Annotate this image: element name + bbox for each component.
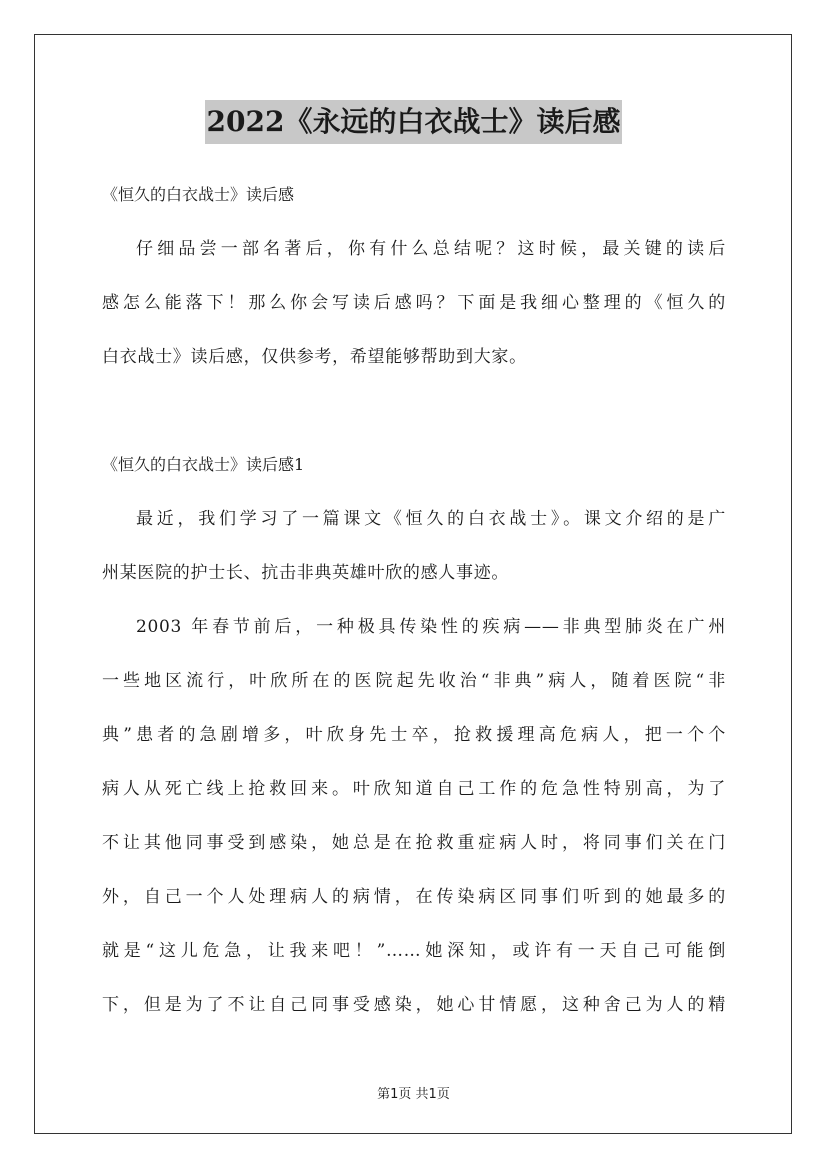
- intro-line: 感怎么能落下！那么你会写读后感吗？下面是我细心整理的《恒久的: [102, 293, 726, 313]
- p2-line: 外，自己一个人处理病人的病情，在传染病区同事们听到的她最多的: [102, 887, 726, 907]
- p2-line: 不让其他同事受到感染，她总是在抢救重症病人时，将同事们关在门: [102, 833, 726, 853]
- title-wrap: [0, 100, 827, 144]
- p2-line: 病人从死亡线上抢救回来。叶欣知道自己工作的危急性特别高，为了: [102, 779, 726, 799]
- paragraph-gap: [102, 384, 726, 438]
- p2-line: 一些地区流行，叶欣所在的医院起先收治“非典”病人，随着医院“非: [102, 671, 726, 691]
- subhead-intro: 《恒久的白衣战士》读后感: [102, 185, 295, 204]
- p1-line: 州某医院的护士长、抗击非典英雄叶欣的感人事迹。: [102, 563, 510, 583]
- paragraph-1: [102, 492, 726, 600]
- document-body: [102, 168, 726, 1032]
- intro-paragraph: [102, 222, 726, 384]
- paragraph-2: [102, 600, 726, 1032]
- p1-line: 最近，我们学习了一篇课文《恒久的白衣战士》。课文介绍的是广: [136, 509, 726, 529]
- intro-line: 仔细品尝一部名著后，你有什么总结呢？这时候，最关键的读后: [136, 239, 726, 259]
- page-footer: 第1页 共1页: [377, 1087, 450, 1102]
- p2-line: 典”患者的急剧增多，叶欣身先士卒，抢救援理高危病人，把一个个: [102, 725, 726, 745]
- p2-line: 下，但是为了不让自己同事受感染，她心甘情愿，这种舍己为人的精: [102, 995, 726, 1015]
- p2-line: 2003 年春节前后，一种极具传染性的疾病——非典型肺炎在广州: [136, 617, 726, 637]
- document-title: 2022《永远的白衣战士》读后感: [205, 100, 623, 144]
- intro-line: 白衣战士》读后感，仅供参考，希望能够帮助到大家。: [102, 347, 527, 367]
- subhead-1: 《恒久的白衣战士》读后感1: [102, 455, 305, 474]
- p2-line: 就是“这儿危急，让我来吧！”……她深知，或许有一天自己可能倒: [102, 941, 726, 961]
